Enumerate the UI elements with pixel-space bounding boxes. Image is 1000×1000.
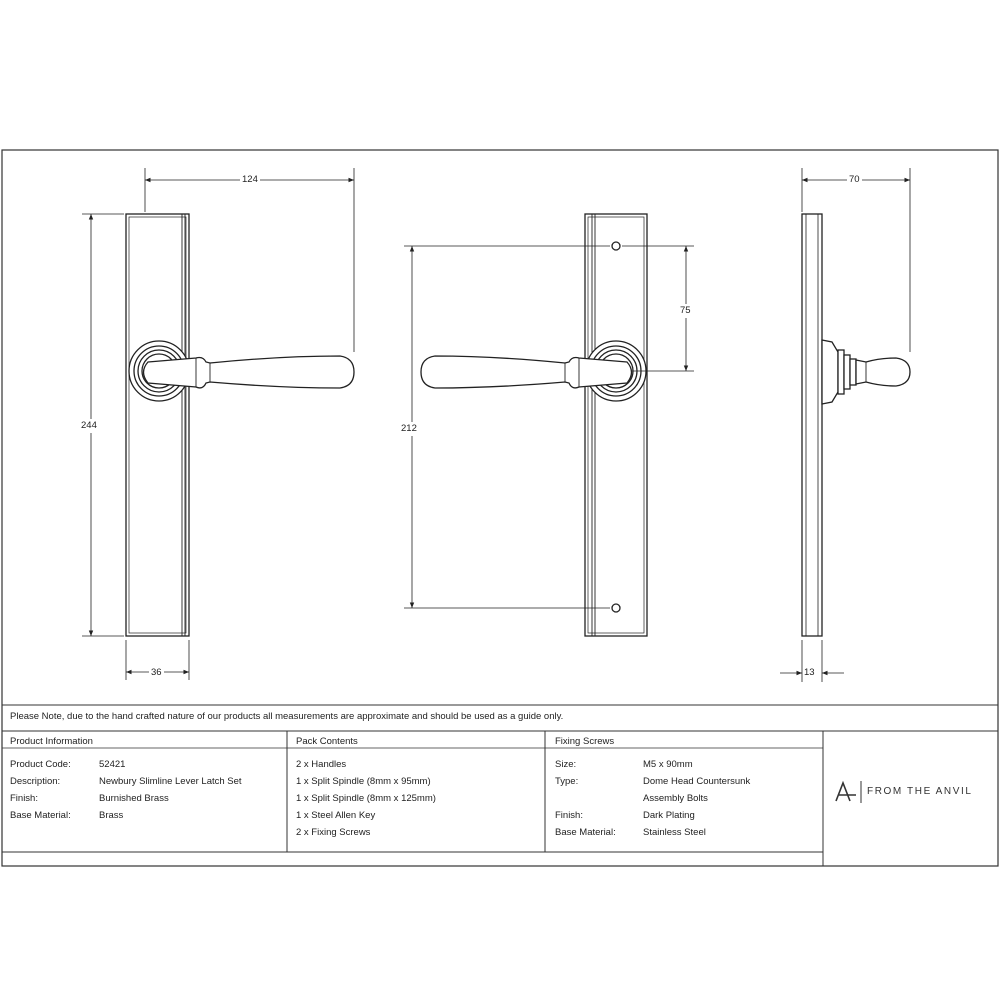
rear-backplate [585,214,647,636]
side-view [802,214,910,636]
screw-base-material-label: Base Material: [555,827,616,838]
screw-type-label: Type: [555,776,579,787]
front-view [126,214,354,636]
screw-size-value: M5 x 90mm [643,759,693,770]
pack-item: 1 x Split Spindle (8mm x 95mm) [296,776,431,787]
rear-screw-hole-bottom [612,604,620,612]
description-label: Description: [10,776,61,787]
dim-width-36: 36 [151,667,162,678]
pack-item: 2 x Handles [296,759,347,770]
base-material-label: Base Material: [10,810,71,821]
side-lever [856,358,910,386]
rear-lever [421,356,632,388]
dim-height-244: 244 [81,420,97,431]
product-code-value: 52421 [99,759,126,770]
side-dimensions [780,168,910,682]
dim-offset-75: 75 [680,305,691,316]
pack-item: 1 x Steel Allen Key [296,810,376,821]
screw-base-material-value: Stainless Steel [643,827,706,838]
side-backplate [802,214,822,636]
anvil-a-logo-icon [836,781,861,803]
screw-type-value-cont: Assembly Bolts [643,793,708,804]
measurement-note: Please Note, due to the hand crafted nature of our products all measurements are approximate and should be used as a guide only. [10,711,564,722]
rear-view [421,214,647,636]
front-lever [144,356,355,388]
product-information-heading: Product Information [10,736,93,747]
pack-item: 1 x Split Spindle (8mm x 125mm) [296,793,436,804]
dim-depth-13: 13 [804,667,815,678]
dim-projection-70: 70 [849,174,860,185]
screw-size-label: Size: [555,759,577,770]
product-code-label: Product Code: [10,759,71,770]
front-backplate [126,214,189,636]
side-rose [822,340,838,404]
finish-value: Burnished Brass [99,793,169,804]
base-material-value: Brass [99,810,124,821]
screw-type-value: Dome Head Countersunk [643,776,751,787]
front-backplate-inner [129,217,186,633]
screw-finish-value: Dark Plating [643,810,695,821]
rear-screw-hole-top [612,242,620,250]
screw-finish-label: Finish: [555,810,583,821]
drawing-frame [2,150,998,866]
description-value: Newbury Slimline Lever Latch Set [99,776,242,787]
front-dimensions [82,168,354,680]
rear-dimensions [404,246,694,608]
dim-width-124: 124 [242,174,258,185]
brand-name: FROM THE ANVIL [867,786,973,797]
dim-height-212: 212 [401,423,417,434]
finish-label: Finish: [10,793,38,804]
pack-contents-heading: Pack Contents [296,736,358,747]
fixing-screws-heading: Fixing Screws [555,736,615,747]
pack-item: 2 x Fixing Screws [296,827,371,838]
